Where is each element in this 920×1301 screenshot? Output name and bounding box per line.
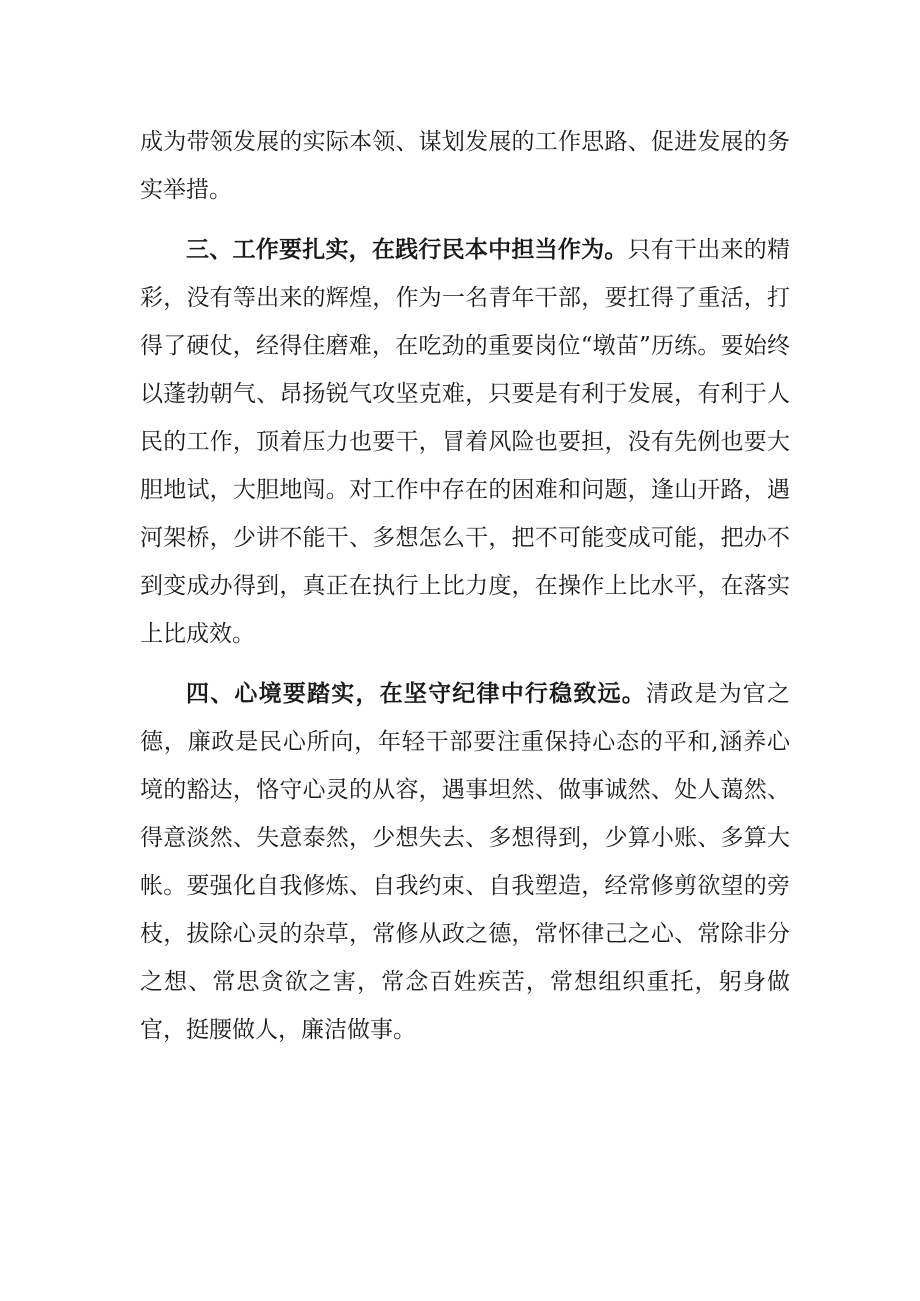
- paragraph-section-three: [140, 226, 790, 658]
- section-four-heading: 四、心境要踏实，在坚守纪律中行稳致远。: [186, 680, 646, 707]
- paragraph-section-four: [140, 670, 790, 1054]
- paragraph-continuation: [140, 118, 790, 214]
- section-three-text: 只有干出来的精彩，没有等出来的辉煌，作为一名青年干部，要扛得了重活，打得了硬仗，经得住磨难，在吃劲的重要岗位“墩苗”历练。要始终以蓬勃朝气、昂扬锐气攻坚克难，只要是有利于发展，有利于人民的工作，顶着压力也要干，冒着风险也要担，没有先例也要大胆地试，大胆地闯。对工作中存在的困难和问题，逢山开路，遇河架桥，少讲不能干、多想怎么干，把不可能变成可能，把办不到变成办得到，真正在执行上比力度，在操作上比水平，在落实上比成效。: [140, 237, 791, 647]
- paragraph-1-text: 成为带领发展的实际本领、谋划发展的工作思路、促进发展的务实举措。: [140, 129, 790, 203]
- section-four-text: 清政是为官之德，廉政是民心所向，年轻干部要注重保持心态的平和,涵养心境的豁达，恪守心灵的从容，遇事坦然、做事诚然、处人蔼然、得意淡然、失意泰然，少想失去、多想得到，少算小账、多算大帐。要强化自我修炼、自我约束、自我塑造，经常修剪欲望的旁枝，拔除心灵的杂草，常修从政之德，常怀律己之心、常除非分之想、常思贪欲之害，常念百姓疾苦，常想组织重托，躬身做官，挺腰做人，廉洁做事。: [140, 681, 791, 1043]
- section-three-heading: 三、工作要扎实，在践行民本中担当作为。: [186, 236, 628, 263]
